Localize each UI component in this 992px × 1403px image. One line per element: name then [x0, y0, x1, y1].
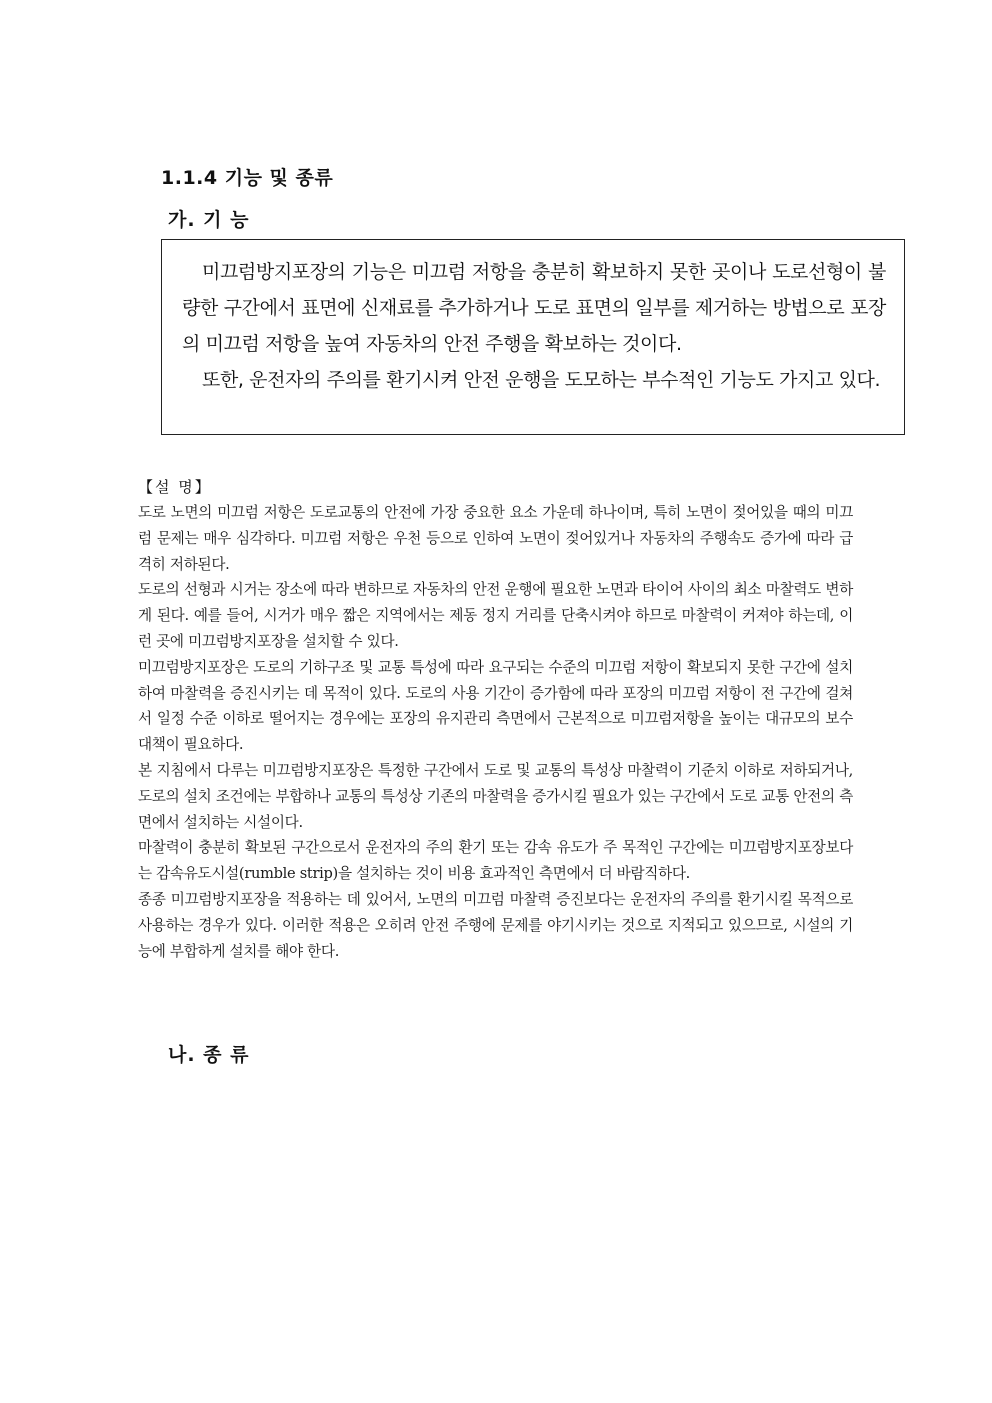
explanation-paragraph: 도로의 선형과 시거는 장소에 따라 변하므로 자동차의 안전 운행에 필요한 노면과 타이어 사이의 최소 마찰력도 변하게 된다. 예를 들어, 시거가 매우 짧은 지역에서는 제동 정지 거리를 단축시켜야 하므로 마찰력이 커져야 하는데, 이런 곳에 미끄럼방지포장을 설치할 수 있다.	[138, 581, 853, 650]
explanation-paragraph: 마찰력이 충분히 확보된 구간으로서 운전자의 주의 환기 또는 감속 유도가 주 목적인 구간에는 미끄럼방지포장보다는 감속유도시설(rumble strip)을 설치하는 것이 비용 효과적인 측면에서 더 바람직하다.	[138, 839, 853, 883]
explanation-paragraph: 본 지침에서 다루는 미끄럼방지포장은 특정한 구간에서 도로 및 교통의 특성상 마찰력이 기준치 이하로 저하되거나, 도로의 설치 조건에는 부합하나 교통의 특성상 기존의 마찰력을 증가시킬 필요가 있는 구간에서 도로 교통 안전의 측면에서 설치하는 시설이다.	[138, 761, 853, 831]
explanation-paragraph: 종종 미끄럼방지포장을 적용하는 데 있어서, 노면의 미끄럼 마찰력 증진보다는 운전자의 주의를 환기시킬 목적으로 사용하는 경우가 있다. 이러한 적용은 오히려 안전 주행에 문제를 야기시키는 것으로 지적되고 있으므로, 시설의 기능에 부합하게 설치를 해야 한다.	[138, 890, 853, 960]
explanation-paragraph: 미끄럼방지포장은 도로의 기하구조 및 교통 특성에 따라 요구되는 수준의 미끄럼 저항이 확보되지 못한 구간에 설치하여 마찰력을 증진시키는 데 목적이 있다. 도로의 사용 기간이 증가함에 따라 포장의 미끄럼 저항이 전 구간에 걸쳐서 일정 수준 이하로 떨어지는 경우에는 포장의 유지관리 측면에서 근본적으로 미끄럼저항을 높이는 대규모의 보수 대책이 필요하다.	[138, 658, 853, 754]
explanation-section	[138, 474, 853, 964]
types-heading: 나. 종 류	[168, 1044, 250, 1066]
summary-paragraph: 또한, 운전자의 주의를 환기시켜 안전 운행을 도모하는 부수적인 기능도 가지고 있다.	[202, 369, 881, 391]
summary-paragraph: 미끄럼방지포장의 기능은 미끄럼 저항을 충분히 확보하지 못한 곳이나 도로선형이 불량한 구간에서 표면에 신재료를 추가하거나 도로 표면의 일부를 제거하는 방법으로 포장의 미끄럼 저항을 높여 자동차의 안전 주행을 확보하는 것이다.	[182, 261, 886, 355]
section-heading: 1.1.4 기능 및 종류	[161, 167, 334, 189]
explanation-label: 【설 명】	[138, 478, 212, 496]
function-summary-box	[161, 239, 905, 435]
function-heading: 가. 기 능	[168, 209, 250, 231]
explanation-paragraph: 도로 노면의 미끄럼 저항은 도로교통의 안전에 가장 중요한 요소 가운데 하나이며, 특히 노면이 젖어있을 때의 미끄럼 문제는 매우 심각하다. 미끄럼 저항은 우천 등으로 인하여 노면이 젖어있거나 자동차의 주행속도 증가에 따라 급격히 저하된다.	[138, 504, 853, 573]
